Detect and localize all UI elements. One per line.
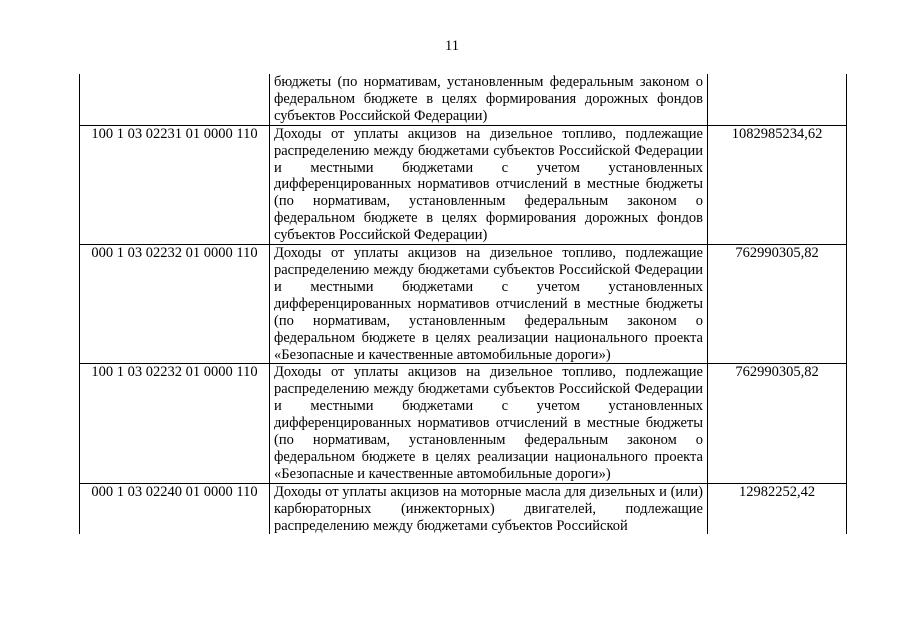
table-row (80, 125, 847, 244)
income-description-cell: Доходы от уплаты акцизов на дизельное топливо, подлежащие распределению между бюджетами субъектов Российской Федерации и местными бюджетами с учетом установленных дифференцированных нормативов отчислений в местные бюджеты (по нормативам, установленным федеральным законом о федеральном бюджете в целях реализации национального проекта «Безопасные и качественные автомобильные дороги») (270, 364, 708, 483)
amount-cell (708, 74, 847, 125)
table-row (80, 245, 847, 364)
budget-code-cell: 100 1 03 02231 01 0000 110 (80, 125, 270, 244)
amount-cell: 1082985234,62 (708, 125, 847, 244)
income-description-cell: Доходы от уплаты акцизов на дизельное топливо, подлежащие распределению между бюджетами субъектов Российской Федерации и местными бюджетами с учетом установленных дифференцированных нормативов отчислений в местные бюджеты (по нормативам, установленным федеральным законом о федеральном бюджете в целях формирования дорожных фондов субъектов Российской Федерации) (270, 125, 708, 244)
page-number: 11 (445, 38, 459, 54)
table-row (80, 483, 847, 534)
income-description-cell: Доходы от уплаты акцизов на моторные масла для дизельных и (или) карбюраторных (инжекторных) двигателей, подлежащие распределению между бюджетами субъектов Российской (270, 483, 708, 534)
income-description-cell: Доходы от уплаты акцизов на дизельное топливо, подлежащие распределению между бюджетами субъектов Российской Федерации и местными бюджетами с учетом установленных дифференцированных нормативов отчислений в местные бюджеты (по нормативам, установленным федеральным законом о федеральном бюджете в целях реализации национального проекта «Безопасные и качественные автомобильные дороги») (270, 245, 708, 364)
revenue-table (79, 74, 847, 534)
budget-code-cell (80, 74, 270, 125)
amount-cell: 762990305,82 (708, 245, 847, 364)
table-row (80, 74, 847, 125)
table-row (80, 364, 847, 483)
amount-cell: 12982252,42 (708, 483, 847, 534)
budget-code-cell: 100 1 03 02232 01 0000 110 (80, 364, 270, 483)
budget-code-cell: 000 1 03 02240 01 0000 110 (80, 483, 270, 534)
income-description-cell: бюджеты (по нормативам, установленным федеральным законом о федеральном бюджете в целях формирования дорожных фондов субъектов Российской Федерации) (270, 74, 708, 125)
budget-code-cell: 000 1 03 02232 01 0000 110 (80, 245, 270, 364)
amount-cell: 762990305,82 (708, 364, 847, 483)
